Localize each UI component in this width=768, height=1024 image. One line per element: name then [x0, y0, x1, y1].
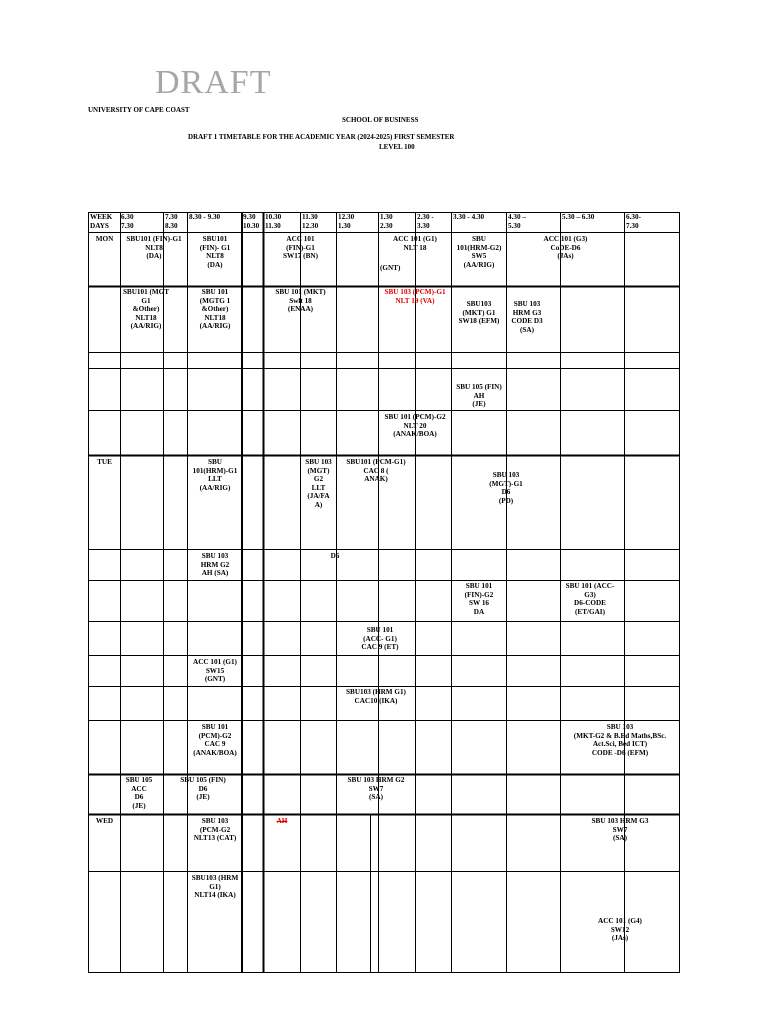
class-entry: SBU 105 (FIN) D6 (JE) — [180, 776, 226, 801]
class-entry: ACC 101 (FIN)-G1 SW17 (BN) — [283, 235, 318, 260]
class-entry: SBU101 (MGT G1 &Other) NLT18 (AA/RIG) — [122, 288, 170, 330]
class-entry: ACC 101 (G1) SW15 (GNT) — [193, 658, 237, 683]
class-entry: (GNT) — [380, 264, 401, 272]
header-time-5: 11.30 12.30 — [302, 213, 319, 230]
class-entry: SBU 103 (PCM-G2 NLT13 (CAT) — [193, 817, 237, 842]
class-entry: SBU 103 HRM G3 CODE D3 (SA) — [511, 300, 543, 334]
class-entry: SBU 103 (MKT-G2 & B.Ed Maths,BSc. Act.Sci, Bed ICT) CODE -D6 (EFM) — [573, 723, 667, 757]
class-entry: SBU 101 (ACC- G1) CAC 9 (ET) — [361, 626, 399, 651]
school-name: SCHOOL OF BUSINESS — [342, 116, 419, 124]
class-entry: ACC 101 (G3) CoDE-D6 (JAs) — [543, 235, 588, 260]
level-label: LEVEL 100 — [379, 143, 415, 151]
header-time-9: 3.30 - 4.30 — [453, 213, 485, 221]
class-entry: D6 — [330, 552, 340, 560]
header-time-1: 7.30 8.30 — [165, 213, 178, 230]
class-entry: SBU 101 (MGTG 1 &Other) NLT18 (AA/RIG) — [199, 288, 231, 330]
class-entry: SBU 101 (MKT) Swlt 18 (ENAA) — [275, 288, 326, 313]
header-time-7: 1.30 2.30 — [380, 213, 393, 230]
header-week-days: WEEK DAYS — [90, 213, 113, 230]
class-entry: SBU 101 (ACC- G3) D6-CODE (ET/GAI) — [565, 582, 615, 616]
day-label-mon: MON — [95, 235, 114, 243]
header-time-2: 8.30 - 9.30 — [189, 213, 221, 221]
class-entry: SBU 103 (MGT) G2 LLT (JA/FA A) — [305, 458, 332, 509]
class-entry: SBU103 (MKT) G1 SW18 (EFM) — [458, 300, 500, 325]
class-entry: SBU 105 ACC D6 (JE) — [125, 776, 153, 810]
class-entry: SBU 103 (PCM)-G1 NLT 19 (VA) — [384, 288, 446, 305]
class-entry: SBU 101(HRM)-G1 LLT (AA/RIG) — [192, 458, 238, 492]
header-time-11: 5.30 – 6.30 — [562, 213, 595, 221]
class-entry: SBU 101 (PCM)-G2 NLT 20 (ANAK/BOA) — [384, 413, 446, 438]
day-label-tue: TUE — [97, 458, 112, 466]
class-entry: SBU 103 (MGT)-G1 D6 (PD) — [489, 471, 523, 505]
header-time-10: 4.30 – 5.30 — [508, 213, 526, 230]
header-time-0: 6.30 7.30 — [121, 213, 134, 230]
university-name: UNIVERSITY OF CAPE COAST — [88, 106, 190, 114]
class-entry: SBU 103 HRM G2 SW7 (SA) — [347, 776, 405, 801]
class-entry: ACC 101 (G4) SW12 (JAs) — [598, 917, 642, 942]
header-time-4: 10.30 11.30 — [265, 213, 282, 230]
class-entry: AH — [276, 817, 288, 825]
class-entry: SBU101 (FIN)- G1 NLT8 (DA) — [199, 235, 231, 269]
class-entry: SBU103 (HRM G1) CAC10 (IKA) — [346, 688, 406, 705]
header-time-12: 6.30- 7.30 — [626, 213, 641, 230]
header-time-6: 12.30 1.30 — [338, 213, 355, 230]
header-time-3: 9.30 10.30 — [243, 213, 260, 230]
class-entry: SBU 101 (FIN)-G2 SW 16 DA — [464, 582, 494, 616]
class-entry: ACC 101 (G1) NLT 18 — [393, 235, 437, 252]
class-entry: SBU103 (HRM G1) NLT14 (IKA) — [191, 874, 239, 899]
document-title: DRAFT 1 TIMETABLE FOR THE ACADEMIC YEAR (2024-2025) FIRST SEMESTER — [188, 133, 455, 141]
day-label-wed: WED — [95, 817, 114, 825]
header-time-8: 2.30 - 3.30 — [417, 213, 434, 230]
class-entry: SBU 101 (PCM)-G2 CAC 9 (ANAK/BOA) — [193, 723, 237, 757]
class-entry: SBU 103 HRM G3 SW7 (SA) — [591, 817, 649, 842]
class-entry: SBU 103 HRM G2 AH (SA) — [200, 552, 230, 577]
watermark: DRAFT — [155, 64, 272, 101]
class-entry: SBU 101(HRM-G2) SW5 (AA/RIG) — [456, 235, 502, 269]
class-entry: SBU101 (PCM-G1) CAC 8 ( ANAK) — [346, 458, 406, 483]
class-entry: SBU101 (FIN)-G1 NLT8 (DA) — [126, 235, 182, 260]
class-entry: SBU 105 (FIN) AH (JE) — [456, 383, 502, 408]
